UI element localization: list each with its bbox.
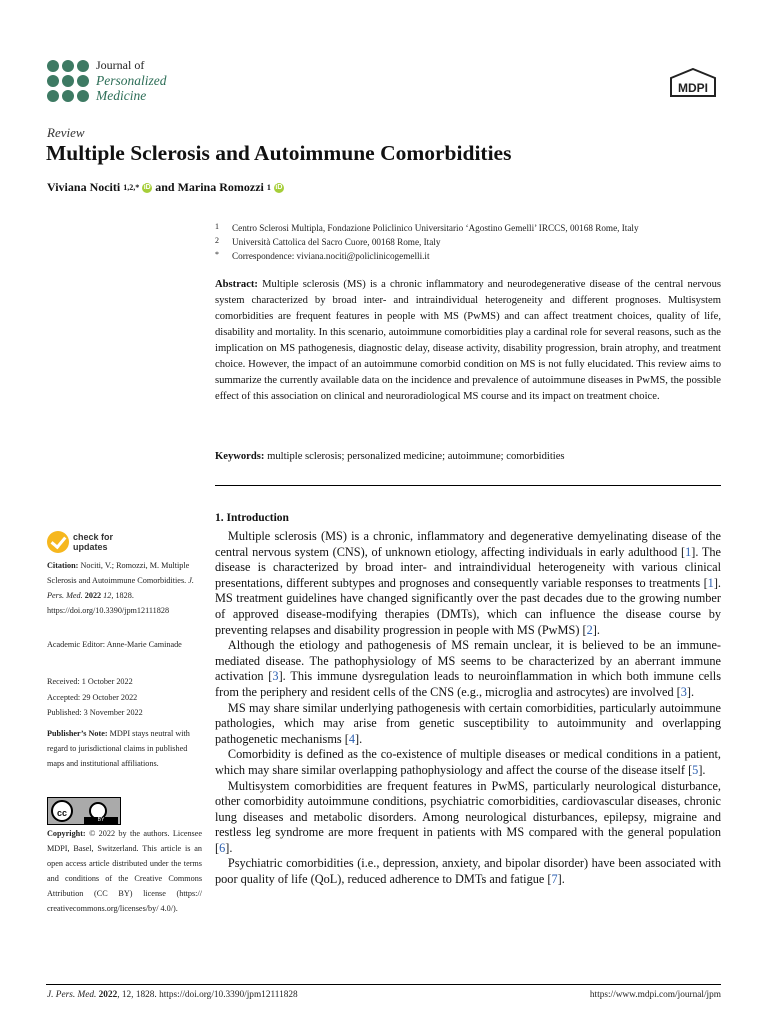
citation-link[interactable]: 4 bbox=[348, 731, 356, 746]
copyright-block bbox=[47, 826, 202, 916]
citation-block bbox=[47, 558, 202, 618]
paragraph-1: Multiple sclerosis (MS) is a chronic, inflammatory and degenerative demyelinating disease of the central nervous system (CNS), of unknown etiology, affecting individuals in early adulthood [1]. The disease is characterized by broad inter- and intraindividual heterogeneity with various clinical presentations, different subtypes and prognoses and consequently variable responses to treatments [1]. MS treatment guidelines have changed significantly over the past decades due to the growing number of approved disease-modifying therapies (DMTs), which can influence the disease course by preventing relapses and disability progression in people with MS (PwMS) [2]. bbox=[215, 529, 722, 637]
citation-link[interactable]: 1 bbox=[707, 575, 714, 590]
affiliation-2 bbox=[215, 236, 440, 247]
creative-commons-icon: cc bbox=[51, 800, 73, 822]
citation-link[interactable]: 2 bbox=[586, 622, 593, 637]
footer-citation bbox=[47, 990, 298, 1000]
footer-divider bbox=[46, 984, 721, 985]
citation-doi[interactable]: 1828. https://doi.org/10.3390/jpm12111828 bbox=[47, 591, 170, 615]
paragraph-2: Although the etiology and pathogenesis of MS remain unclear, it is believed to be an immune-mediated disease. The pathophysiology of MS seems to be characterized by an aberrant immune activation [3]. This immune dysregulation leads to neuroinflammation in which both immune cells from the periphery and resident cells of the CNS (e.g., microglia and astrocytes) are involved [3]. bbox=[215, 638, 721, 699]
citation-link[interactable]: 1 bbox=[685, 544, 692, 559]
abstract bbox=[215, 277, 721, 405]
citation-label: Citation: bbox=[47, 561, 79, 570]
footer-year: 2022 bbox=[98, 990, 118, 1000]
keywords bbox=[215, 451, 721, 462]
body-text bbox=[215, 529, 721, 888]
journal-name-line2: Medicine bbox=[96, 88, 147, 103]
author-line bbox=[47, 180, 284, 195]
checkmark-icon bbox=[47, 531, 69, 553]
citation-text: Nociti, V.; Romozzi, M. Multiple Sclerosis and Autoimmune Comorbidities. bbox=[47, 561, 190, 585]
abstract-text: Multiple sclerosis (MS) is a chronic inflammatory and neurodegenerative disease of the central nervous system characterized by broad inter- and intraindividual heterogeneity and different prognoses. Multisystem comorbidities are frequent features in people with MS (PwMS) and can affect treatment choices, quality of life, disability and mortality. In this scenario, autoimmune comorbidities play a cardinal role for several reasons, such as the implication on MS pathogenesis, diagnostic delay, disease activity, disability progression, brain atrophy, and treatment choice. However, the impact of an autoimmune comorbid condition on MS is not fully elucidated. This review aims to summarize the currently available data on the incidence and prevalence of autoimmune diseases in PwMS, the possible effect of this association on clinical and neuroradiological MS course and its impact on treatment choice. bbox=[215, 279, 721, 402]
paragraph-6: Psychiatric comorbidities (i.e., depression, anxiety, and bipolar disorder) have been associated with poor quality of life (QoL), reduced adherence to DMTs and fatigue [7]. bbox=[215, 856, 721, 887]
journal-name bbox=[96, 58, 167, 103]
journal-name-line1: Personalized bbox=[96, 73, 167, 88]
mdpi-logo-text: MDPI bbox=[678, 81, 708, 95]
footer-journal-url[interactable]: https://www.mdpi.com/journal/jpm bbox=[589, 990, 721, 1000]
publisher-note-text: MDPI stays neutral with regard to jurisdictional claims in published maps and institutional affiliations. bbox=[47, 729, 190, 768]
article-title: Multiple Sclerosis and Autoimmune Comorbidities bbox=[46, 141, 512, 165]
abstract-label: Abstract: bbox=[215, 279, 258, 290]
academic-editor: Academic Editor: Anne-Marie Caminade bbox=[47, 640, 182, 649]
check-for-updates-label: check for updates bbox=[73, 532, 114, 552]
citation-year: 2022 bbox=[84, 591, 102, 600]
citation-volume: 12, bbox=[103, 591, 114, 600]
orcid-icon[interactable]: iD bbox=[275, 183, 283, 191]
affiliation-mark: 2 bbox=[215, 236, 219, 245]
journal-logo bbox=[47, 60, 91, 104]
affiliation-mark: * bbox=[215, 250, 219, 259]
citation-link[interactable]: 3 bbox=[680, 684, 687, 699]
author-2-superscript: 1 bbox=[266, 183, 271, 192]
published-date: Published: 3 November 2022 bbox=[47, 708, 143, 717]
keywords-label: Keywords: bbox=[215, 451, 265, 462]
copyright-label: Copyright: bbox=[47, 829, 86, 838]
affiliation-text: Università Cattolica del Sacro Cuore, 00168 Rome, Italy bbox=[232, 237, 441, 247]
keywords-text: multiple sclerosis; personalized medicine; autoimmune; comorbidities bbox=[267, 451, 565, 462]
affiliation-1 bbox=[215, 222, 639, 233]
copyright-text: © 2022 by the authors. Licensee MDPI, Basel, Switzerland. This article is an open access article distributed under the terms and conditions of the Creative Commons Attribution (CC BY) license (https:// creativecommons.org/licenses/by/ 4.0/). bbox=[47, 829, 203, 913]
publisher-note-label: Publisher’s Note: bbox=[47, 729, 108, 738]
citation-link[interactable]: 3 bbox=[272, 669, 279, 684]
correspondence-text[interactable]: Correspondence: viviana.nociti@policlinicogemelli.it bbox=[232, 251, 430, 261]
orcid-icon[interactable]: iD bbox=[143, 183, 151, 191]
accepted-date: Accepted: 29 October 2022 bbox=[47, 693, 138, 702]
citation-journal: J. Pers. Med. bbox=[47, 576, 194, 600]
author-1-superscript: 1,2,* bbox=[123, 183, 140, 192]
footer-doi[interactable]: , 12, 1828. https://doi.org/10.3390/jpm12111828 bbox=[117, 990, 298, 1000]
footer-journal: J. Pers. Med. bbox=[47, 990, 97, 1000]
paragraph-5: Multisystem comorbidities are frequent features in PwMS, particularly neurological disturbance, other comorbidity autoimmune conditions, psychiatric comorbidities, cardiovascular diseases, chronic lung diseases and metabolic disorders. Among neurological disturbances, epilepsy, migraine and restless leg syndrome are more frequent in patients with MS compared with the general population [6]. bbox=[215, 778, 721, 855]
mdpi-logo bbox=[668, 68, 718, 100]
affiliation-text: Centro Sclerosi Multipla, Fondazione Policlinico Universitario ‘Agostino Gemelli’ IRCCS, 00168 Rome, Italy bbox=[232, 223, 639, 233]
affiliation-mark: 1 bbox=[215, 222, 219, 231]
citation-link[interactable]: 5 bbox=[692, 762, 699, 777]
citation-link[interactable]: 6 bbox=[219, 840, 226, 855]
received-date: Received: 1 October 2022 bbox=[47, 677, 133, 686]
correspondence bbox=[215, 250, 430, 261]
section-heading: 1. Introduction bbox=[215, 512, 289, 524]
by-label: BY bbox=[84, 817, 118, 824]
section-divider bbox=[215, 485, 721, 486]
check-for-updates-button[interactable] bbox=[47, 531, 113, 553]
author-1[interactable]: Viviana Nociti bbox=[47, 180, 121, 194]
paragraph-3: MS may share similar underlying pathogenesis with certain comorbidities, particularly autoimmune pathologies, which may arise from genetic susceptibility to autoimmunity and overlapping pathogenetic mechanisms [4]. bbox=[215, 700, 721, 746]
cc-by-license-badge[interactable] bbox=[47, 797, 121, 825]
article-type: Review bbox=[47, 125, 85, 140]
citation-link[interactable]: 7 bbox=[551, 872, 558, 887]
paragraph-4: Comorbidity is defined as the co-existence of multiple diseases or medical conditions in a patient, which may share similar overlapping pathophysiology and affect the course of the disease itself [5]. bbox=[215, 747, 721, 777]
author-2[interactable]: and Marina Romozzi bbox=[155, 180, 264, 194]
publisher-note bbox=[47, 726, 202, 771]
journal-name-prefix: Journal of bbox=[96, 58, 145, 72]
